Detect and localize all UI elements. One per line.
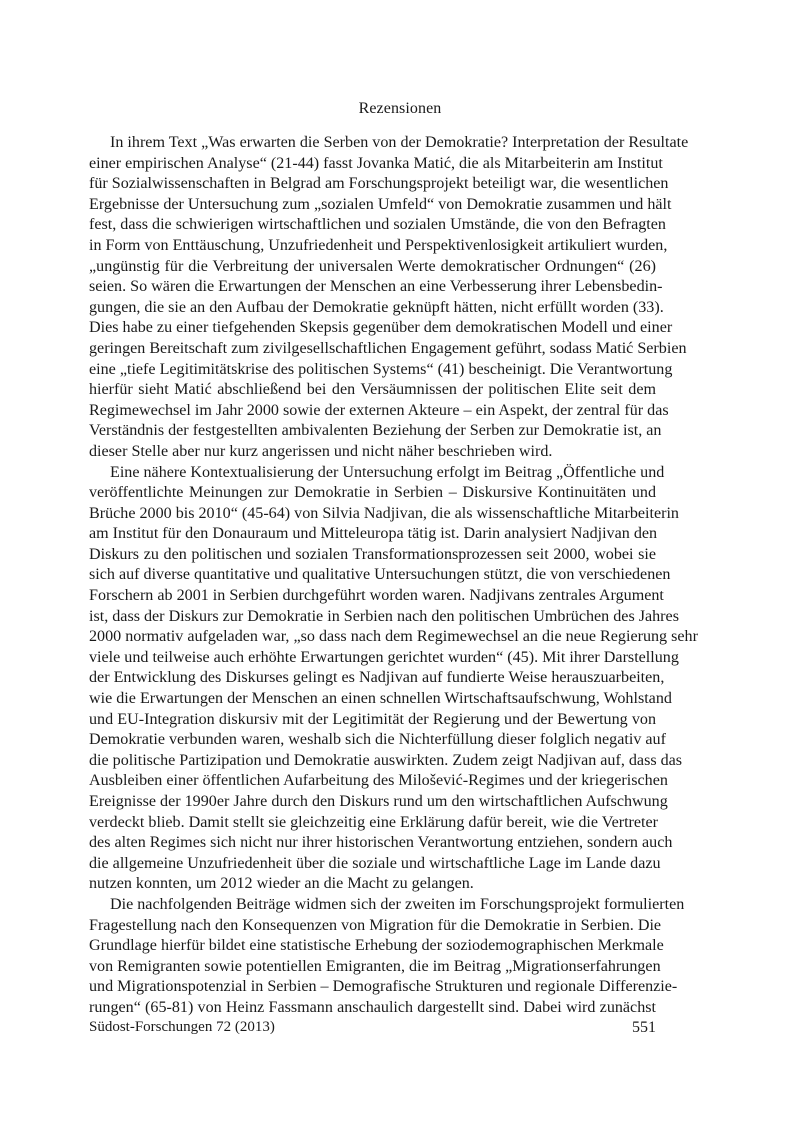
- paragraph: [89, 895, 685, 1019]
- text-line: Diskurs zu den politischen und sozialen Transformationsprozessen seit 2000, wobei sie: [89, 545, 656, 563]
- paragraph: [89, 463, 698, 895]
- text-line: für Sozialwissenschaften in Belgrad am Forschungsprojekt beteiligt war, die wesentlichen: [89, 175, 669, 193]
- text-line: Demokratie verbunden waren, weshalb sich die Nichterfüllung dieser folglich negativ auf: [89, 731, 666, 749]
- text-line: eine „tiefe Legitimitätskrise des politischen Systems“ (41) bescheinigt. Die Verantwortung: [89, 360, 673, 378]
- text-line: Grundlage hierfür bildet eine statistische Erhebung der soziodemographischen Merkmale: [89, 937, 664, 955]
- text-line: von Remigranten sowie potentiellen Emigranten, die im Beitrag „Migrationserfahrungen: [89, 957, 661, 975]
- text-line: sich auf diverse quantitative und qualitative Untersuchungen stützt, die von verschiedenen: [89, 566, 671, 584]
- body-text: [89, 133, 698, 1019]
- text-line: Regimewechsel im Jahr 2000 sowie der externen Akteure – ein Aspekt, der zentral für das: [89, 401, 669, 419]
- text-line: seien. So wären die Erwartungen der Menschen an eine Verbesserung ihrer Lebensbedin-: [89, 278, 663, 296]
- text-line: veröffentlichte Meinungen zur Demokratie in Serbien – Diskursive Kontinuitäten und: [89, 484, 656, 502]
- text-line: ist, dass der Diskurs zur Demokratie in Serbien nach den politischen Umbrüchen des Jahres: [89, 607, 679, 625]
- text-line: die allgemeine Unzufriedenheit über die soziale und wirtschaftliche Lage im Lande dazu: [89, 854, 661, 872]
- text-line: nutzen konnten, um 2012 wieder an die Macht zu gelangen.: [89, 875, 474, 893]
- text-line: gungen, die sie an den Aufbau der Demokratie geknüpft hätten, nicht erfüllt worden (33).: [89, 298, 664, 316]
- text-line: rungen“ (65-81) von Heinz Fassmann anschaulich dargestellt sind. Dabei wird zunächst: [89, 998, 656, 1016]
- text-line: verdeckt blieb. Damit stellt sie gleichzeitig eine Erklärung dafür bereit, wie die Vertreter: [89, 813, 659, 831]
- text-line: Ausbleiben einer öffentlichen Aufarbeitung des Milošević-Regimes und der kriegerischen: [89, 772, 668, 790]
- text-line: des alten Regimes sich nicht nur ihrer historischen Verantwortung entziehen, sondern auch: [89, 834, 673, 852]
- text-line: Verständnis der festgestellten ambivalenten Beziehung der Serben zur Demokratie ist, an: [89, 422, 662, 440]
- text-line: Forschern ab 2001 in Serbien durchgeführt worden waren. Nadjivans zentrales Argument: [89, 587, 664, 605]
- text-line: Ergebnisse der Untersuchung zum „sozialen Umfeld“ von Demokratie zusammen und hält: [89, 195, 672, 213]
- text-line: in Form von Enttäuschung, Unzufriedenheit und Perspektivenlosigkeit artikuliert wurden,: [89, 236, 668, 254]
- running-head: Rezensionen: [358, 100, 442, 117]
- paragraph: [89, 133, 689, 463]
- text-line: der Entwicklung des Diskurses gelingt es Nadjivan auf fundierte Weise herauszuarbeiten,: [89, 669, 665, 687]
- text-line: Brüche 2000 bis 2010“ (45-64) von Silvia Nadjivan, die als wissenschaftliche Mitarbeiterin: [89, 504, 679, 522]
- text-line: 2000 normativ aufgeladen war, „so dass nach dem Regimewechsel an die neue Regierung sehr: [89, 628, 698, 646]
- text-line: einer empirischen Analyse“ (21-44) fasst Jovanka Matić, die als Mitarbeiterin am Institut: [89, 154, 663, 172]
- text-line: Ereignisse der 1990er Jahre durch den Diskurs rund um den wirtschaftlichen Aufschwung: [89, 793, 668, 810]
- text-line: „ungünstig für die Verbreitung der universalen Werte demokratischer Ordnungen“ (26): [89, 257, 656, 275]
- text-line: am Institut für den Donauraum und Mitteleuropa tätig ist. Darin analysiert Nadjivan den: [89, 525, 658, 543]
- text-line: geringen Bereitschaft zum zivilgesellschaftlichen Engagement geführt, sodass Matić Serbien: [89, 339, 687, 357]
- page-number: 551: [632, 1019, 656, 1036]
- text-line: Eine nähere Kontextualisierung der Untersuchung erfolgt im Beitrag „Öffentliche und: [110, 463, 665, 481]
- text-line: hierfür sieht Matić abschließend bei den Versäumnissen der politischen Elite seit dem: [89, 381, 656, 399]
- text-line: viele und teilweise auch erhöhte Erwartungen gerichtet wurden“ (45). Mit ihrer Darstellung: [89, 648, 679, 666]
- text-line: In ihrem Text „Was erwarten die Serben von der Demokratie? Interpretation der Resultate: [110, 134, 689, 151]
- text-line: die politische Partizipation und Demokratie auswirkten. Zudem zeigt Nadjivan auf, dass das: [89, 751, 683, 769]
- journal-citation: Südost-Forschungen 72 (2013): [89, 1019, 275, 1035]
- text-line: dieser Stelle aber nur kurz angerissen und nicht näher beschrieben wird.: [89, 442, 553, 460]
- text-line: und EU-Integration diskursiv mit der Legitimität der Regierung und der Bewertung von: [89, 710, 656, 728]
- text-line: wie die Erwartungen der Menschen an einen schnellen Wirtschaftsaufschwung, Wohlstand: [89, 690, 672, 708]
- text-line: Die nachfolgenden Beiträge widmen sich der zweiten im Forschungsprojekt formulierten: [110, 895, 685, 913]
- text-line: und Migrationspotenzial in Serbien – Demografische Strukturen und regionale Differenzie-: [89, 978, 678, 996]
- text-line: fest, dass die schwierigen wirtschaftlichen und sozialen Umstände, die von den Befragten: [89, 216, 666, 234]
- text-line: Fragestellung nach den Konsequenzen von Migration für die Demokratie in Serbien. Die: [89, 916, 662, 934]
- text-line: Dies habe zu einer tiefgehenden Skepsis gegenüber dem demokratischen Modell und einer: [89, 319, 673, 337]
